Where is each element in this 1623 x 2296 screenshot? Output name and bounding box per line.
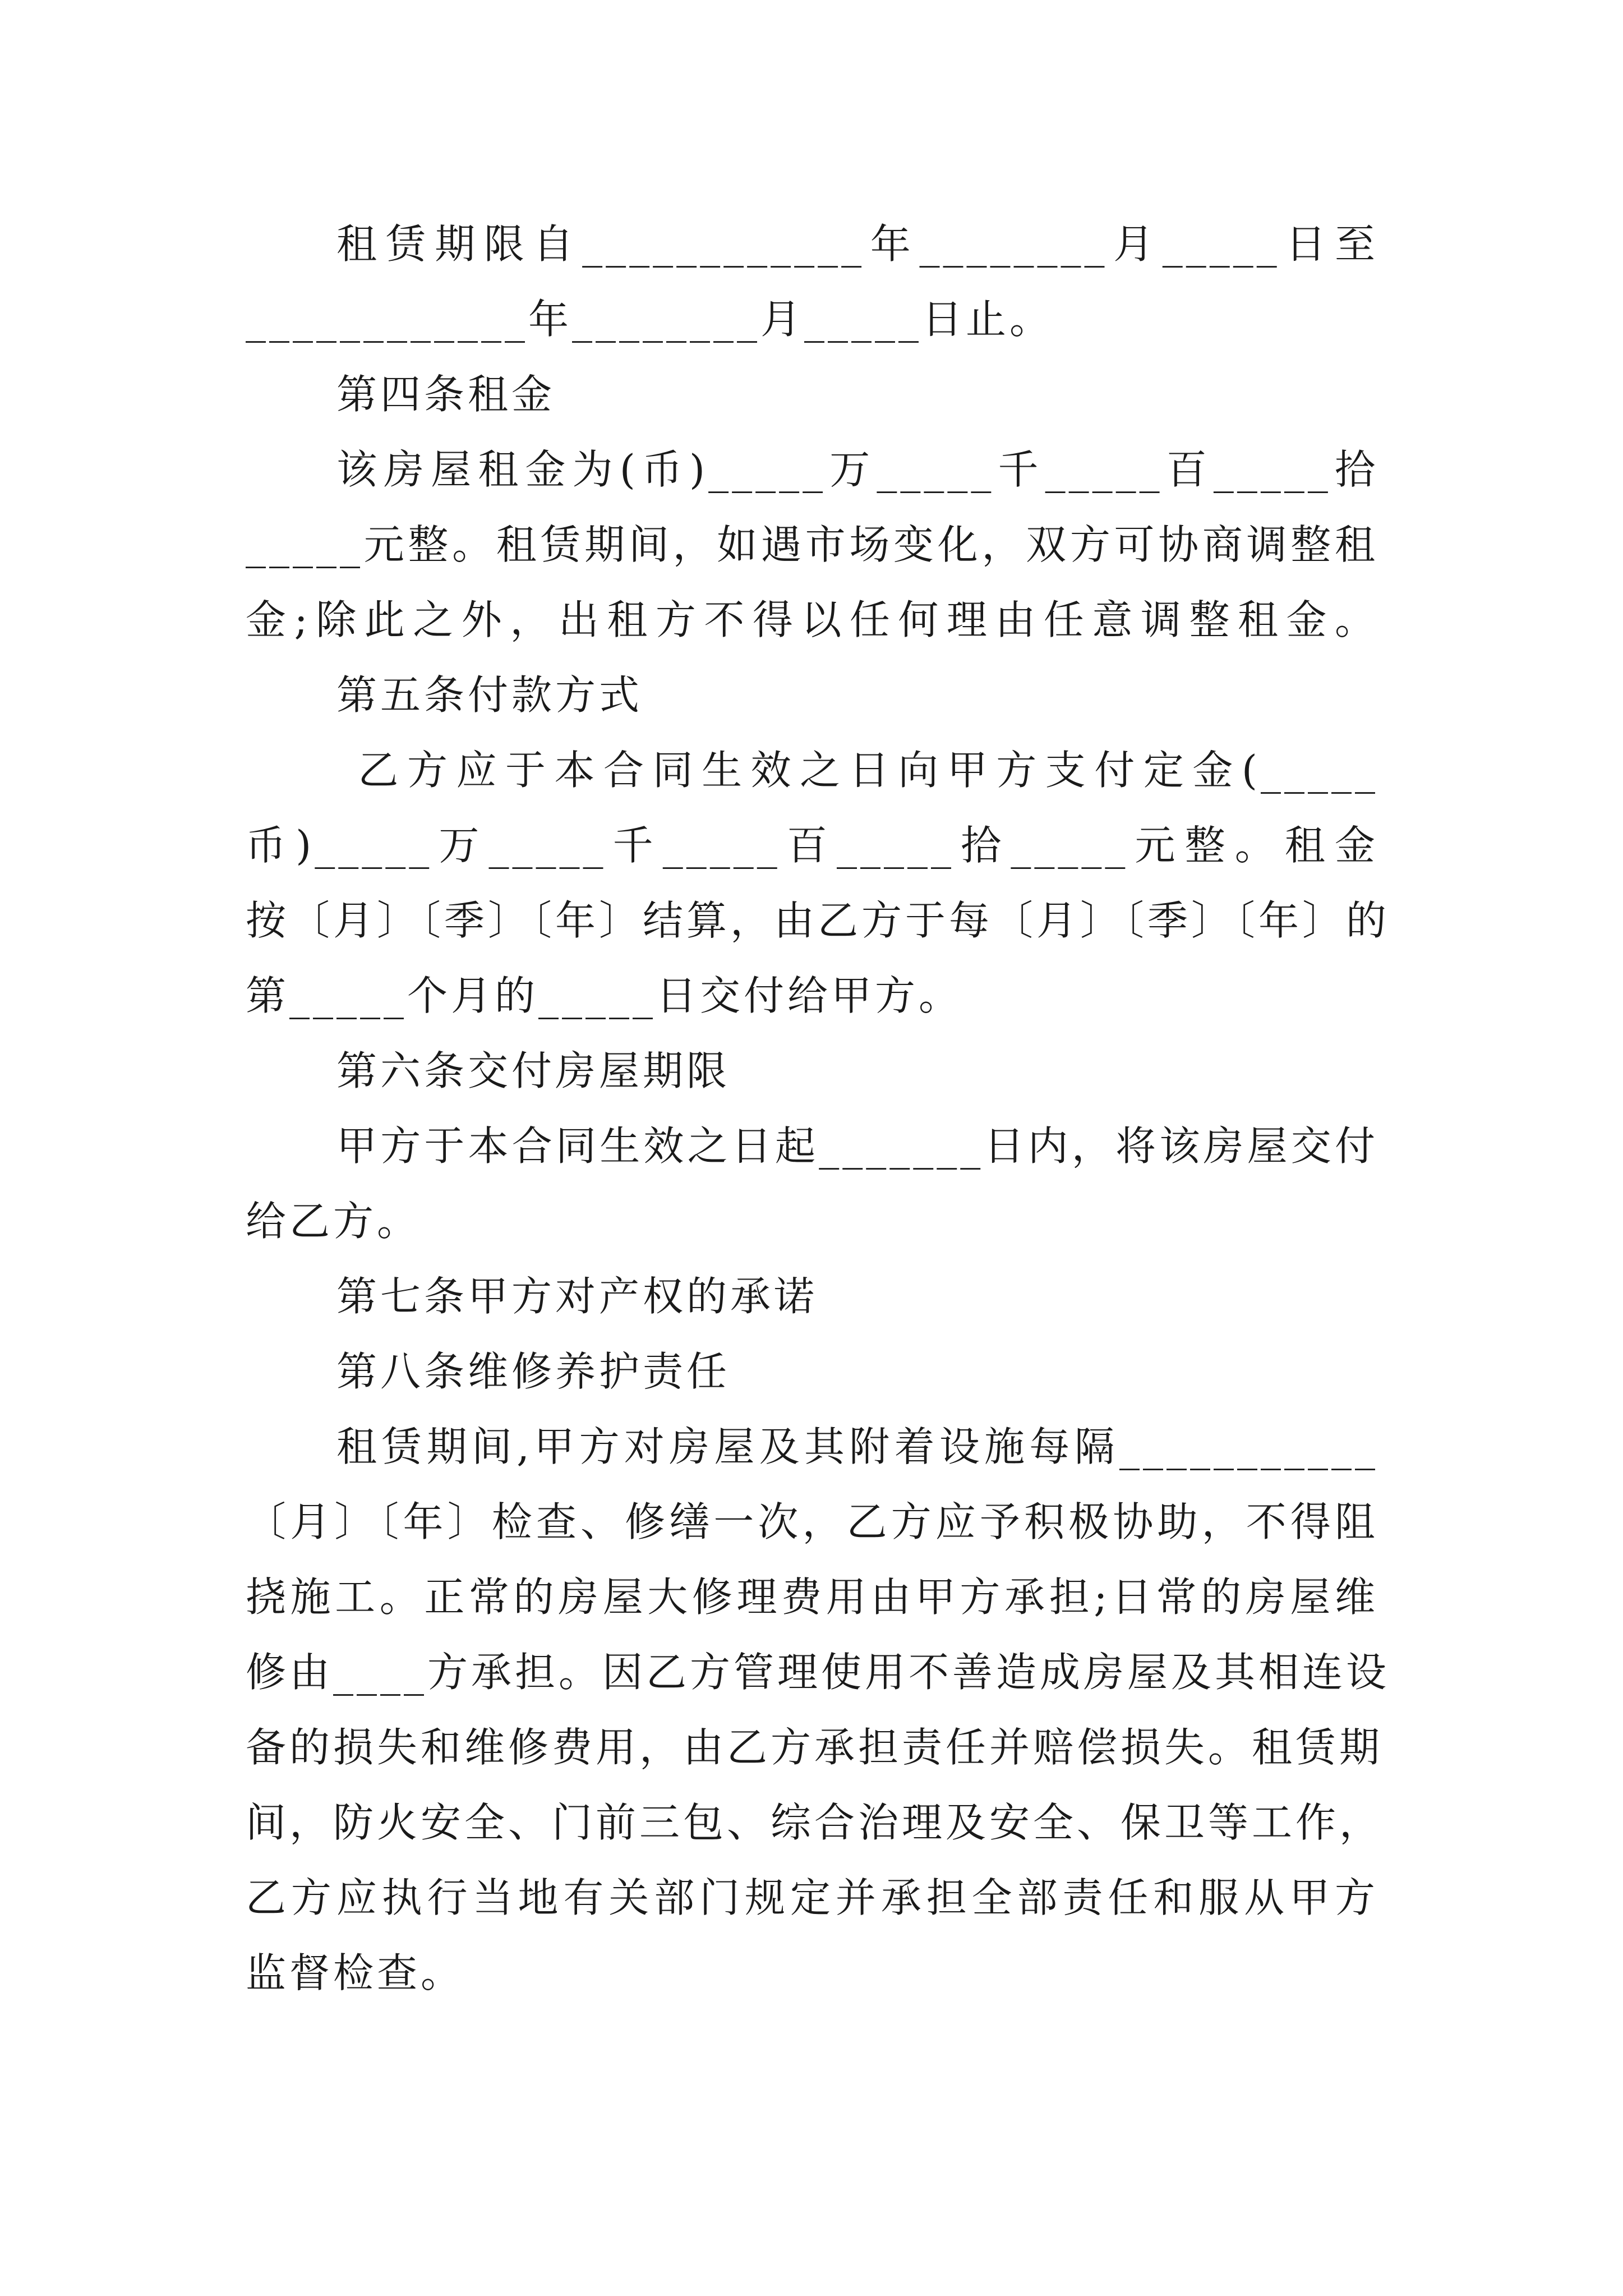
section-heading-article-4: 第四条租金 [336,371,556,418]
text-line: 第_____个月的_____日交付给甲方。 [246,972,963,1019]
text-line: 〔月〕〔年〕检查、修缮一次，乙方应予积极协助，不得阻 [246,1498,1378,1545]
text-line: 修由____方承担。因乙方管理使用不善造成房屋及其相连设 [246,1649,1390,1696]
text-line: 监督检查。 [246,1949,465,1996]
text-line: 按〔月〕〔季〕〔年〕结算，由乙方于每〔月〕〔季〕〔年〕的 [246,897,1390,944]
section-heading-article-8: 第八条维修养护责任 [336,1348,731,1395]
text-line: 乙方应执行当地有关部门规定并承担全部责任和服从甲方 [246,1874,1378,1921]
section-heading-article-6: 第六条交付房屋期限 [336,1047,731,1094]
section-heading-article-7: 第七条甲方对产权的承诺 [336,1273,818,1320]
text-line: 币)_____万_____千_____百_____拾_____元整。租金 [246,822,1378,869]
text-line: 挠施工。正常的房屋大修理费用由甲方承担;日常的房屋维 [246,1573,1378,1621]
text-line: 租赁期限自____________年________月_____日至 [336,220,1378,268]
text-line: _____元整。租赁期间，如遇市场变化，双方可协商调整租 [246,521,1378,568]
text-line: ____________年________月_____日止。 [246,296,1054,343]
text-line: 给乙方。 [246,1198,421,1245]
text-line: 租赁期间,甲方对房屋及其附着设施每隔___________ [336,1423,1378,1470]
text-line: 备的损失和维修费用，由乙方承担责任并赔偿损失。租赁期 [246,1724,1384,1771]
text-line: 该房屋租金为(币)_____万_____千_____百_____拾 [336,446,1378,493]
text-line: 间，防火安全、门前三包、综合治理及安全、保卫等工作， [246,1799,1384,1846]
text-line: 甲方于本合同生效之日起_______日内，将该房屋交付 [336,1122,1378,1170]
section-heading-article-5: 第五条付款方式 [336,671,643,719]
text-line: 金;除此之外，出租方不得以任何理由任意调整租金。 [246,596,1378,643]
text-line: 乙方应于本合同生效之日向甲方支付定金(_____ [336,747,1378,794]
